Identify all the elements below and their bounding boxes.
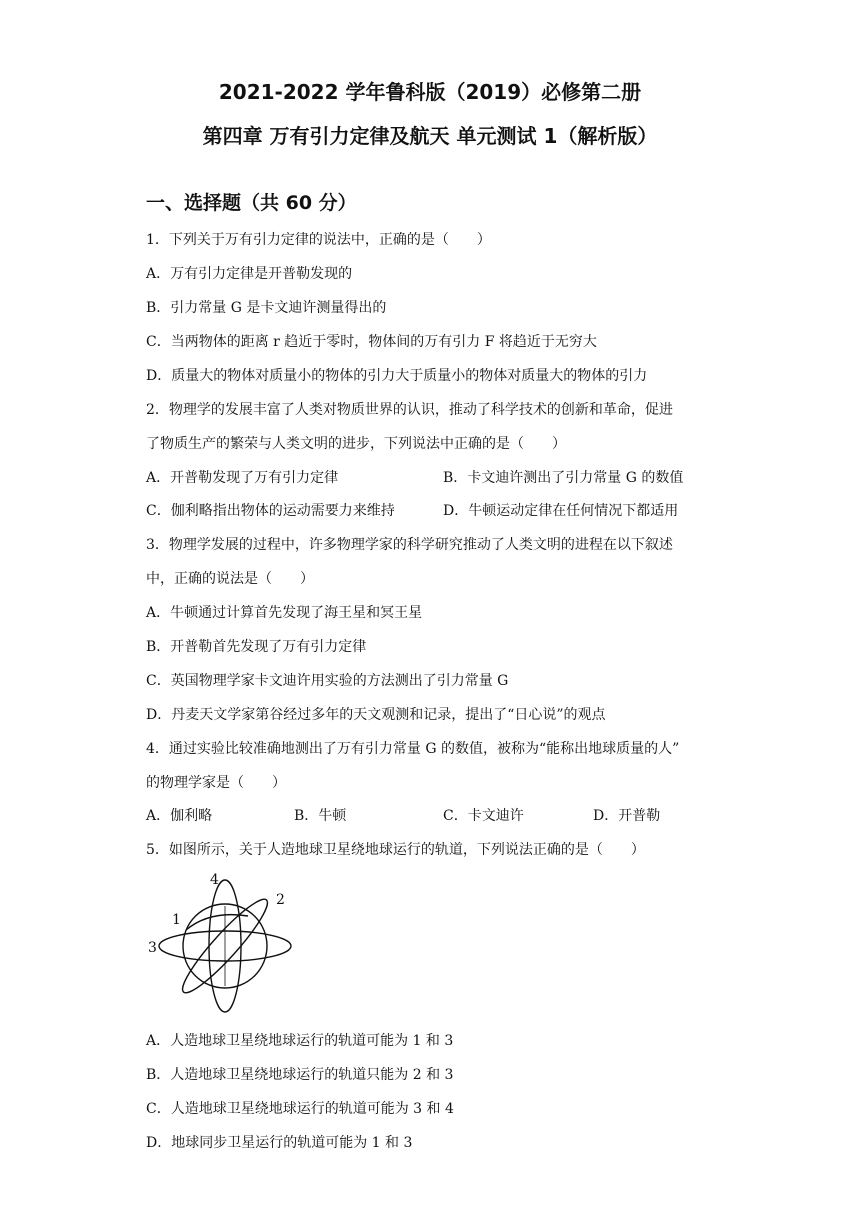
question-2-option-b: B．卡文迪许测出了引力常量 G 的数值 (443, 470, 684, 486)
question-3-stem-line-2: 中，正确的说法是（ ） (146, 571, 314, 587)
question-1-option-c: C．当两物体的距离 r 趋近于零时，物体间的万有引力 F 将趋近于无穷大 (146, 334, 597, 350)
question-5-option-d: D．地球同步卫星运行的轨道可能为 1 和 3 (146, 1135, 413, 1151)
question-2-stem-line-1: 2．物理学的发展丰富了人类对物质世界的认识，推动了科学技术的创新和革命，促进 (146, 402, 673, 418)
question-4-option-c: C．卡文迪许 (443, 808, 524, 824)
question-1-stem: 1．下列关于万有引力定律的说法中，正确的是（ ） (146, 232, 491, 248)
question-4-option-d: D．开普勒 (593, 808, 661, 824)
question-5-option-a: A．人造地球卫星绕地球运行的轨道可能为 1 和 3 (146, 1033, 454, 1049)
question-3-stem-line-1: 3．物理学发展的过程中，许多物理学家的科学研究推动了人类文明的进程在以下叙述 (146, 537, 673, 553)
question-4-stem-line-2: 的物理学家是（ ） (146, 775, 286, 791)
question-5-option-c: C．人造地球卫星绕地球运行的轨道可能为 3 和 4 (146, 1101, 454, 1117)
question-2-option-d: D．牛顿运动定律在任何情况下都适用 (443, 503, 679, 519)
question-3-option-d: D．丹麦天文学家第谷经过多年的天文观测和记录，提出了“日心说”的观点 (146, 707, 606, 723)
section-heading: 一、选择题（共 60 分） (146, 192, 357, 214)
satellite-orbits-diagram (140, 866, 310, 1016)
orbit-label-4: 4 (210, 872, 219, 888)
question-1-option-b: B．引力常量 G 是卡文迪许测量得出的 (146, 300, 387, 316)
document-subtitle: 第四章 万有引力定律及航天 单元测试 1（解析版） (202, 124, 658, 148)
question-1-option-d: D．质量大的物体对质量小的物体的引力大于质量小的物体对质量大的物体的引力 (146, 368, 648, 384)
orbit-label-2: 2 (276, 892, 285, 908)
question-3-option-a: A．牛顿通过计算首先发现了海王星和冥王星 (146, 605, 423, 621)
question-4-stem-line-1: 4．通过实验比较准确地测出了万有引力常量 G 的数值，被称为“能称出地球质量的人” (146, 741, 680, 757)
document-title: 2021-2022 学年鲁科版（2019）必修第二册 (218, 80, 642, 104)
question-3-option-b: B．开普勒首先发现了万有引力定律 (146, 639, 367, 655)
question-2-option-a: A．开普勒发现了万有引力定律 (146, 470, 339, 486)
question-1-option-a: A．万有引力定律是开普勒发现的 (146, 266, 353, 282)
question-4-option-a: A．伽利略 (146, 808, 213, 824)
question-2-option-c: C．伽利略指出物体的运动需要力来维持 (146, 503, 395, 519)
orbit-label-1: 1 (172, 912, 181, 928)
question-2-stem-line-2: 了物质生产的繁荣与人类文明的进步，下列说法中正确的是（ ） (146, 436, 566, 452)
question-5-option-b: B．人造地球卫星绕地球运行的轨道只能为 2 和 3 (146, 1067, 454, 1083)
orbit-label-3: 3 (148, 940, 157, 956)
question-4-option-b: B．牛顿 (294, 808, 347, 824)
question-5-stem: 5．如图所示，关于人造地球卫星绕地球运行的轨道，下列说法正确的是（ ） (146, 842, 645, 858)
question-3-option-c: C．英国物理学家卡文迪许用实验的方法测出了引力常量 G (146, 673, 509, 689)
